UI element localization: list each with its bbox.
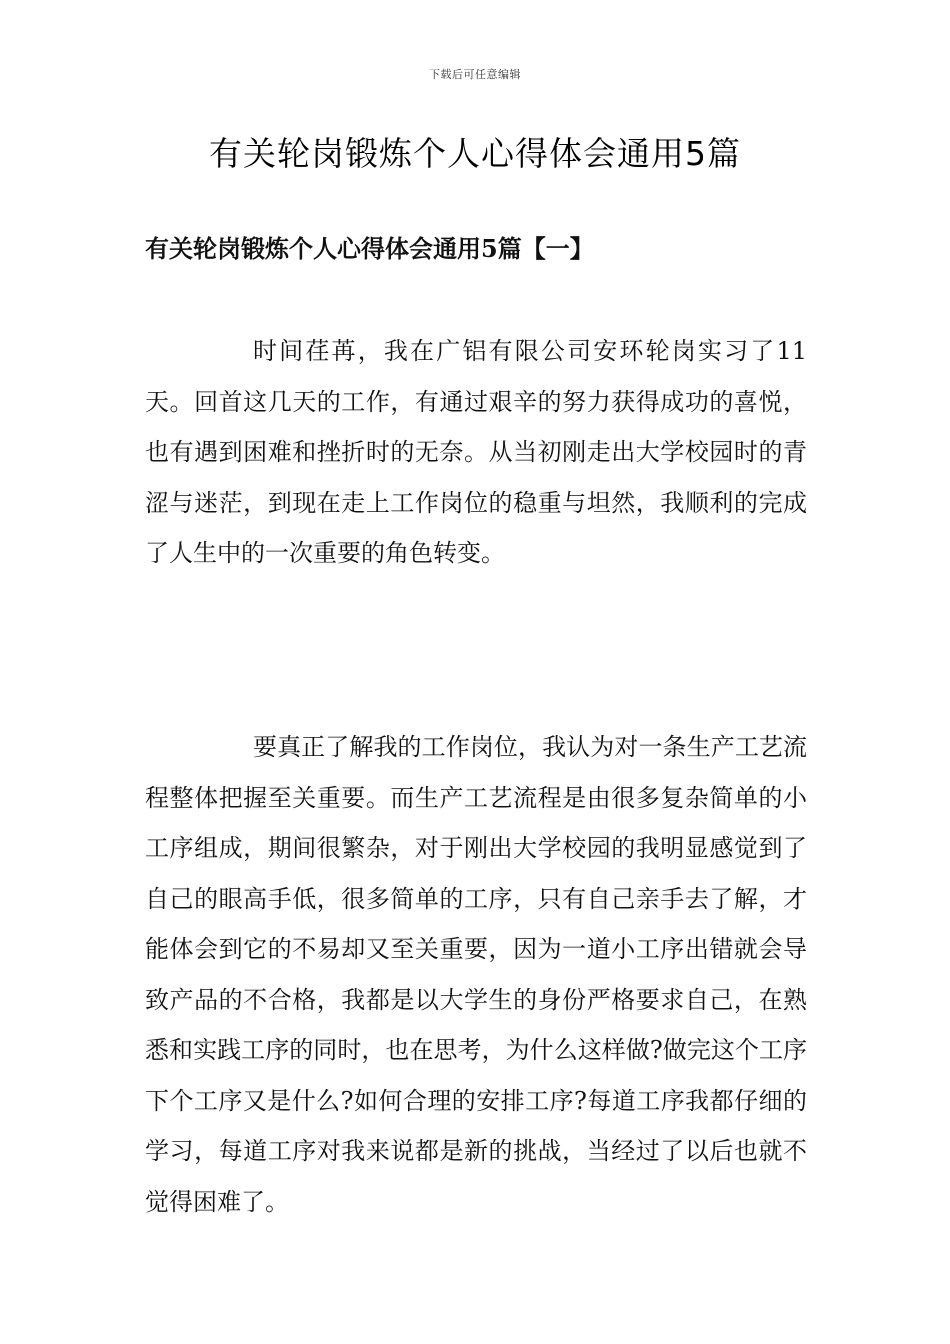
body-paragraph: 时间荏苒，我在广铝有限公司安环轮岗实习了11天。回首这几天的工作，有通过艰辛的努力获得成功的喜悦，也有遇到困难和挫折时的无奈。从当初刚走出大学校园时的青涩与迷茫，到现在走上工作岗位的稳重与坦然，我顺利的完成了人生中的一次重要的角色转变。 [145,337,807,567]
body-paragraph: 要真正了解我的工作岗位，我认为对一条生产工艺流程整体把握至关重要。而生产工艺流程是由很多复杂简单的小工序组成，期间很繁杂，对于刚出大学校园的我明显感觉到了自己的眼高手低，很多简单的工序，只有自己亲手去了解，才能体会到它的不易却又至关重要，因为一道小工序出错就会导致产品的不合格，我都是以大学生的身份严格要求自己，在熟悉和实践工序的同时，也在思考，为什么这样做?做完这个工序下个工序又是什么?如何合理的安排工序?每道工序我都仔细的学习，每道工序对我来说都是新的挑战，当经过了以后也就不觉得困难了。 [145,733,807,1216]
section-heading: 有关轮岗锻炼个人心得体会通用5篇【一】 [145,234,594,263]
header-note: 下载后可任意编辑 [429,68,521,81]
document-title: 有关轮岗锻炼个人心得体会通用5篇 [209,134,741,173]
